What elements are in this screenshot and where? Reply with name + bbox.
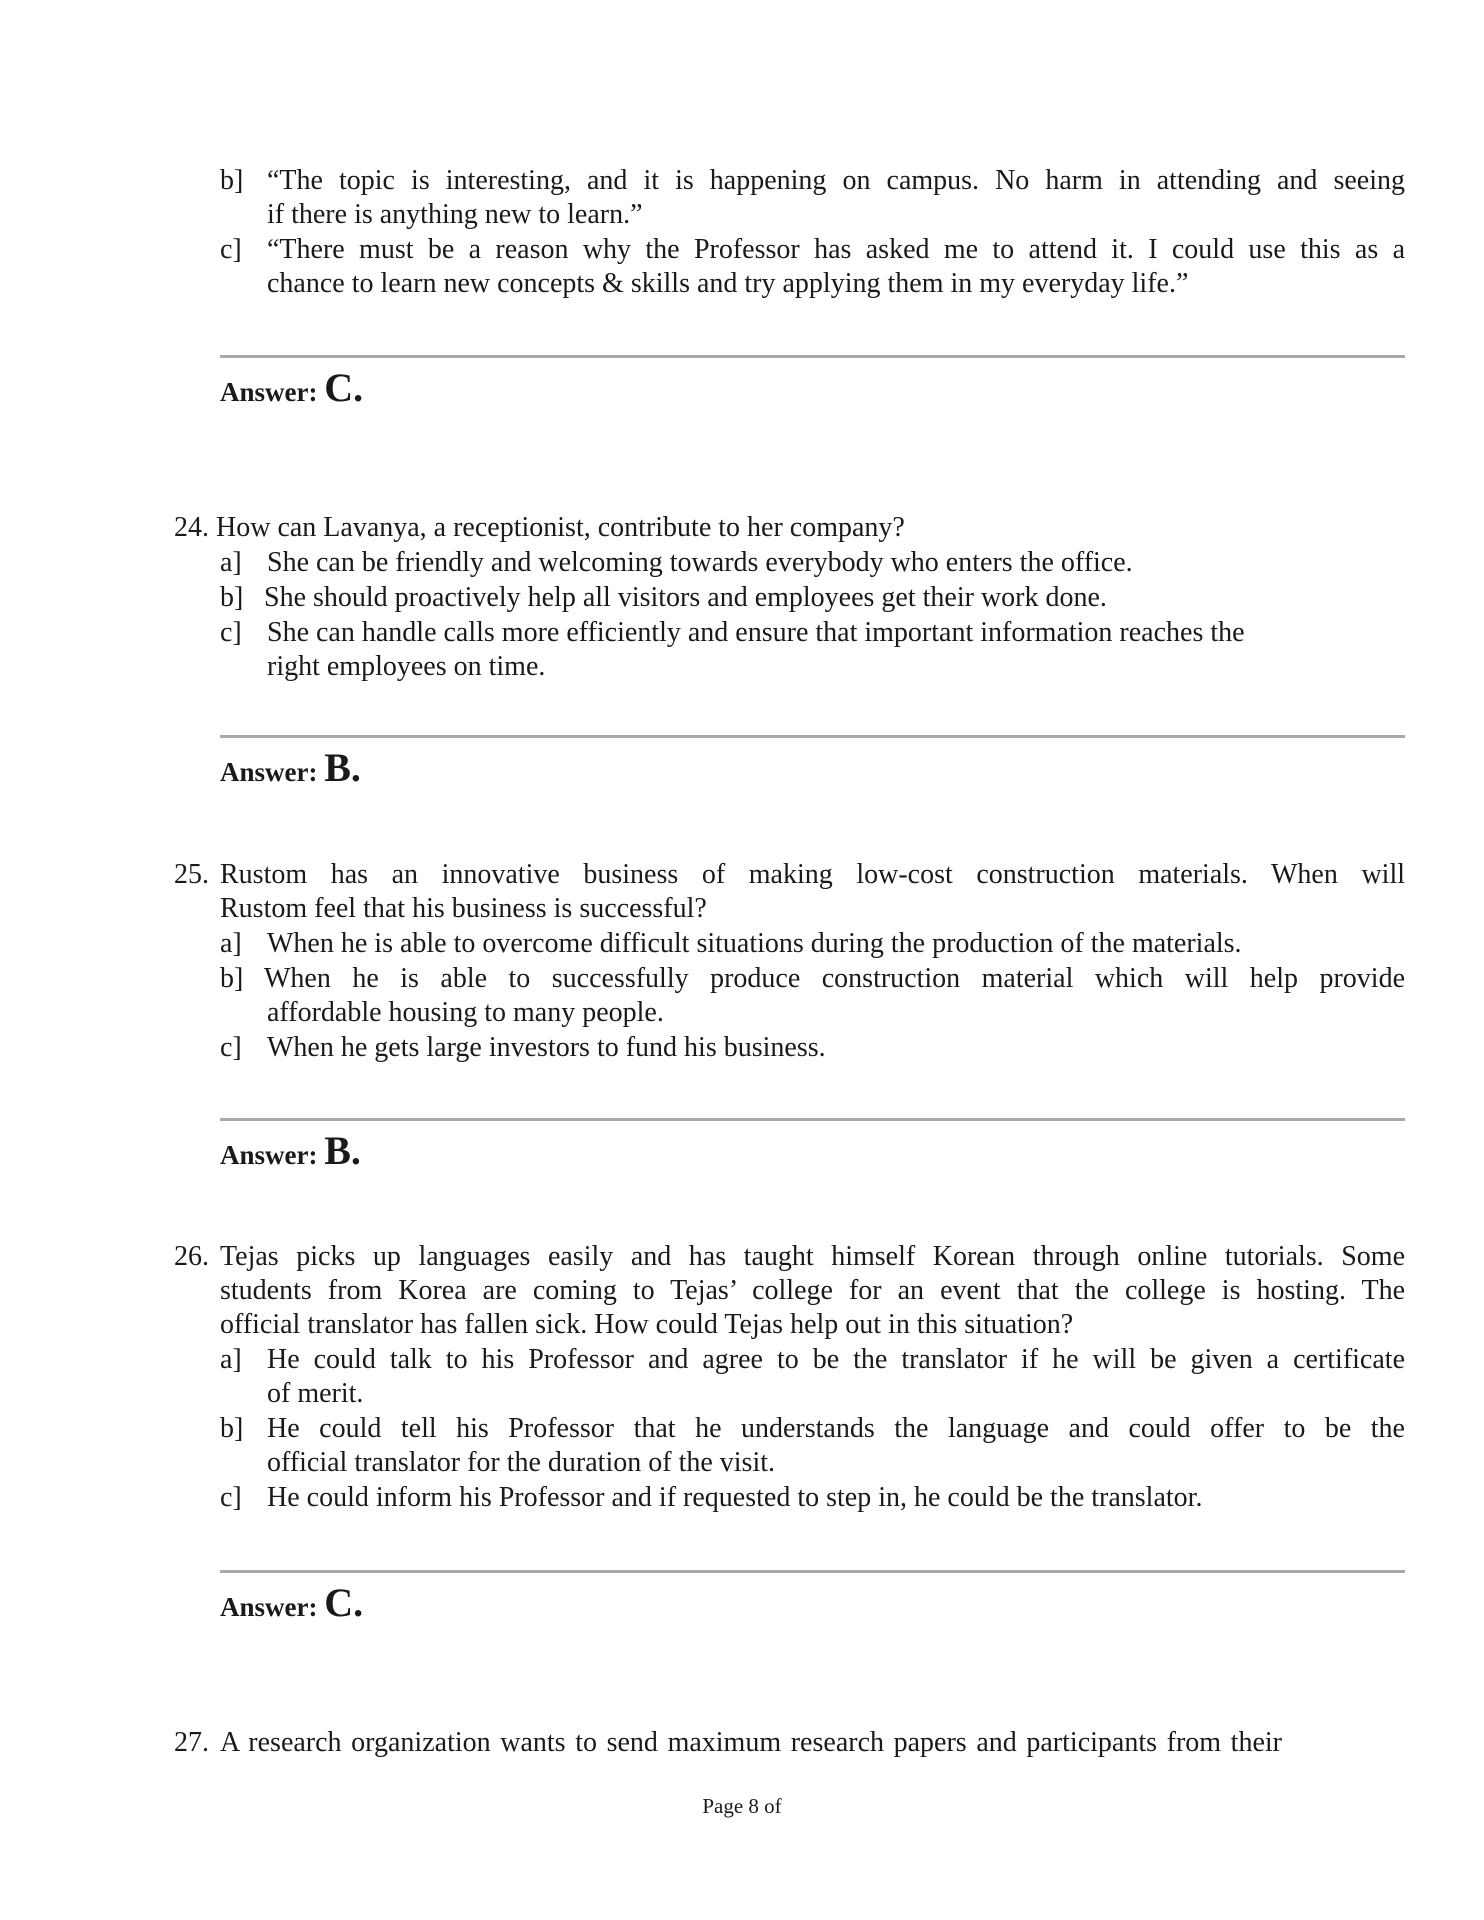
answer-line bbox=[220, 365, 364, 412]
option-marker: c] bbox=[220, 617, 242, 648]
answer-value: C. bbox=[324, 1580, 364, 1625]
question-number: 25. bbox=[174, 859, 209, 890]
answer-divider bbox=[220, 355, 1405, 358]
question-stem: Rustom has an innovative business of making low-cost construction materials. When will bbox=[220, 859, 1405, 890]
option-text: right employees on time. bbox=[267, 651, 546, 682]
answer-label: Answer: bbox=[220, 1140, 318, 1170]
answer-label: Answer: bbox=[220, 377, 318, 407]
option-marker: a] bbox=[220, 547, 242, 578]
question-stem: Tejas picks up languages easily and has taught himself Korean through online tutorials. Some bbox=[220, 1241, 1405, 1272]
question-stem: official translator has fallen sick. How could Tejas help out in this situation? bbox=[220, 1309, 1074, 1340]
page-footer: Page 8 of bbox=[702, 1794, 782, 1818]
question-stem: students from Korea are coming to Tejas’ college for an event that the college is hosting. The bbox=[220, 1275, 1405, 1306]
option-text: “There must be a reason why the Professor has asked me to attend it. I could use this as a bbox=[267, 234, 1405, 265]
option-text: “The topic is interesting, and it is happening on campus. No harm in attending and seeing bbox=[267, 165, 1405, 196]
question-stem: A research organization wants to send maximum research papers and participants from their bbox=[220, 1727, 1282, 1758]
option-text: affordable housing to many people. bbox=[267, 997, 664, 1028]
question-stem: Rustom feel that his business is successful? bbox=[220, 893, 707, 924]
answer-value: C. bbox=[324, 365, 364, 410]
option-text: She should proactively help all visitors and employees get their work done. bbox=[264, 582, 1107, 613]
answer-line bbox=[220, 1580, 364, 1627]
option-marker: c] bbox=[220, 234, 242, 265]
option-marker: c] bbox=[220, 1482, 242, 1513]
question-number: 27. bbox=[174, 1727, 209, 1758]
option-text: He could tell his Professor that he understands the language and could offer to be the bbox=[267, 1413, 1405, 1444]
option-text: official translator for the duration of the visit. bbox=[267, 1447, 776, 1478]
option-text: She can be friendly and welcoming towards everybody who enters the office. bbox=[267, 547, 1133, 578]
option-text: He could inform his Professor and if requested to step in, he could be the translator. bbox=[267, 1482, 1203, 1513]
answer-line bbox=[220, 745, 361, 792]
option-marker: b] bbox=[220, 582, 244, 613]
question-number: 24. bbox=[174, 512, 209, 543]
question-number: 26. bbox=[174, 1241, 209, 1272]
answer-label: Answer: bbox=[220, 1592, 318, 1622]
option-text: When he is able to overcome difficult situations during the production of the materials. bbox=[267, 928, 1242, 959]
answer-value: B. bbox=[324, 745, 361, 790]
option-text: When he is able to successfully produce construction material which will help provide bbox=[264, 963, 1405, 994]
option-text: of merit. bbox=[267, 1378, 364, 1409]
answer-line bbox=[220, 1128, 361, 1175]
option-text: When he gets large investors to fund his business. bbox=[267, 1032, 826, 1063]
question-stem: How can Lavanya, a receptionist, contribute to her company? bbox=[216, 512, 905, 543]
option-text: She can handle calls more efficiently and ensure that important information reaches the bbox=[267, 617, 1245, 648]
answer-divider bbox=[220, 735, 1405, 738]
option-marker: c] bbox=[220, 1032, 242, 1063]
option-text: if there is anything new to learn.” bbox=[267, 199, 643, 230]
answer-divider bbox=[220, 1118, 1405, 1121]
answer-divider bbox=[220, 1570, 1405, 1573]
option-marker: a] bbox=[220, 1344, 242, 1375]
answer-value: B. bbox=[324, 1128, 361, 1173]
answer-label: Answer: bbox=[220, 757, 318, 787]
option-marker: a] bbox=[220, 928, 242, 959]
option-marker: b] bbox=[220, 963, 244, 994]
option-marker: b] bbox=[220, 1413, 244, 1444]
option-marker: b] bbox=[220, 165, 244, 196]
option-text: chance to learn new concepts & skills and try applying them in my everyday life.” bbox=[267, 268, 1189, 299]
option-text: He could talk to his Professor and agree to be the translator if he will be given a certificate bbox=[267, 1344, 1405, 1375]
